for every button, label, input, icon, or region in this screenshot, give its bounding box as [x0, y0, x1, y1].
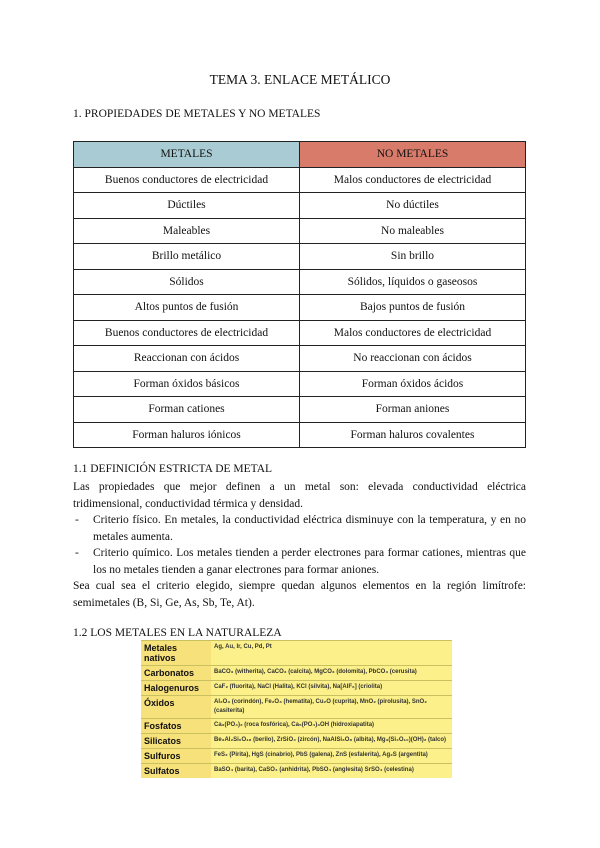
cell-no-metales: Malos conductores de electricidad — [300, 167, 526, 193]
paragraph: Sea cual sea el criterio elegido, siempre quedan algunos elementos en la región limítrofe: semimetales (B, Si, Ge, As, Sb, Te, At). — [73, 580, 526, 609]
bullet-item: - Criterio físico. En metales, la conductividad eléctrica disminuye con la temperatura, y en no metales aumenta. — [75, 514, 526, 543]
cell-metales: Dúctiles — [74, 193, 300, 219]
bullet-text: Criterio físico. En metales, la conductividad eléctrica disminuye con la temperatura, y en no metales aumenta. — [93, 514, 526, 543]
cell-no-metales: Forman óxidos ácidos — [300, 371, 526, 397]
mineral-examples: Ca₃(PO₄)₂ (roca fosfórica), Ca₅(PO₄)₃OH (hidroxiapatita) — [211, 719, 452, 734]
mineral-category: Fosfatos — [141, 719, 211, 734]
header-no-metales: NO METALES — [300, 142, 526, 168]
table-row — [74, 193, 526, 219]
table-row — [141, 696, 452, 719]
cell-metales: Sólidos — [74, 269, 300, 295]
mineral-examples: FeS₂ (Pirita), HgS (cinabrio), PbS (galena), ZnS (esfalerita), Ag₂S (argentita) — [211, 749, 452, 764]
mineral-examples: BaCO₃ (witherita), CaCO₃ (calcita), MgCO₃ (dolomita), PbCO₃ (cerusita) — [211, 666, 452, 681]
cell-metales: Maleables — [74, 218, 300, 244]
table-row — [74, 244, 526, 270]
table-row — [141, 734, 452, 749]
table-row — [74, 295, 526, 321]
mineral-category: Sulfuros — [141, 749, 211, 764]
mineral-examples: BaSO₄ (barita), CaSO₄ (anhidrita), PbSO₄ (anglesita) SrSO₄ (celestina) — [211, 764, 452, 779]
table-row — [74, 397, 526, 423]
cell-metales: Reaccionan con ácidos — [74, 346, 300, 372]
cell-no-metales: No maleables — [300, 218, 526, 244]
cell-no-metales: Forman haluros covalentes — [300, 422, 526, 448]
definition-block — [73, 479, 526, 611]
page-title: TEMA 3. ENLACE METÁLICO — [209, 72, 391, 87]
mineral-category: Sulfatos — [141, 764, 211, 779]
table-row — [74, 320, 526, 346]
table-row — [141, 719, 452, 734]
table-row — [74, 422, 526, 448]
mineral-category: Metales nativos — [141, 641, 211, 666]
table-row — [141, 641, 452, 666]
cell-metales: Forman cationes — [74, 397, 300, 423]
cell-no-metales: Malos conductores de electricidad — [300, 320, 526, 346]
cell-no-metales: Bajos puntos de fusión — [300, 295, 526, 321]
table-row — [74, 269, 526, 295]
table-row — [74, 218, 526, 244]
header-metales: METALES — [74, 142, 300, 168]
mineral-examples: Ag, Au, Ir, Cu, Pd, Pt — [211, 641, 452, 666]
cell-metales: Forman haluros iónicos — [74, 422, 300, 448]
section-heading-1-2: 1.2 LOS METALES EN LA NATURALEZA — [73, 627, 282, 639]
cell-metales: Altos puntos de fusión — [74, 295, 300, 321]
mineral-category: Silicatos — [141, 734, 211, 749]
section-heading-1-1: 1.1 DEFINICIÓN ESTRICTA DE METAL — [73, 463, 273, 475]
mineral-category: Óxidos — [141, 696, 211, 719]
properties-table — [73, 141, 526, 448]
bullet-item: - Criterio químico. Los metales tienden a perder electrones para formar cationes, mientras que los no metales tienden a ganar electrones para formar aniones. — [75, 547, 526, 576]
cell-no-metales: No dúctiles — [300, 193, 526, 219]
table-row — [74, 371, 526, 397]
table-row — [74, 167, 526, 193]
minerals-table — [141, 640, 452, 778]
cell-no-metales: Sólidos, líquidos o gaseosos — [300, 269, 526, 295]
table-row — [74, 346, 526, 372]
section-heading-1: 1. PROPIEDADES DE METALES Y NO METALES — [73, 108, 321, 120]
cell-no-metales: Forman aniones — [300, 397, 526, 423]
mineral-category: Carbonatos — [141, 666, 211, 681]
mineral-category: Halogenuros — [141, 681, 211, 696]
cell-metales: Buenos conductores de electricidad — [74, 167, 300, 193]
mineral-examples: Al₂O₃ (corindón), Fe₂O₃ (hematita), Cu₂O (cuprita), MnO₂ (pirolusita), SnO₂ (casiterita) — [211, 696, 452, 719]
table-row — [141, 749, 452, 764]
bullet-text: Criterio químico. Los metales tienden a perder electrones para formar cationes, mientras que los no metales tienden a ganar electrones para formar aniones. — [93, 547, 526, 576]
table-row — [141, 666, 452, 681]
cell-no-metales: Sin brillo — [300, 244, 526, 270]
mineral-examples: CaF₂ (fluorita), NaCl (Halita), KCl (silvita), Na[AlF₆] (criolita) — [211, 681, 452, 696]
mineral-examples: Be₃Al₂Si₆O₁₈ (berilo), ZrSiO₄ (zircón), NaAlSi₃O₈ (albita), Mg₃(Si₄O₁₀)(OH)₂ (talco) — [211, 734, 452, 749]
table-row — [141, 764, 452, 779]
cell-no-metales: No reaccionan con ácidos — [300, 346, 526, 372]
cell-metales: Forman óxidos básicos — [74, 371, 300, 397]
paragraph: Las propiedades que mejor definen a un metal son: elevada conductividad eléctrica tridimensional, conductividad térmica y densidad. — [73, 481, 526, 510]
cell-metales: Buenos conductores de electricidad — [74, 320, 300, 346]
table-row — [141, 681, 452, 696]
cell-metales: Brillo metálico — [74, 244, 300, 270]
